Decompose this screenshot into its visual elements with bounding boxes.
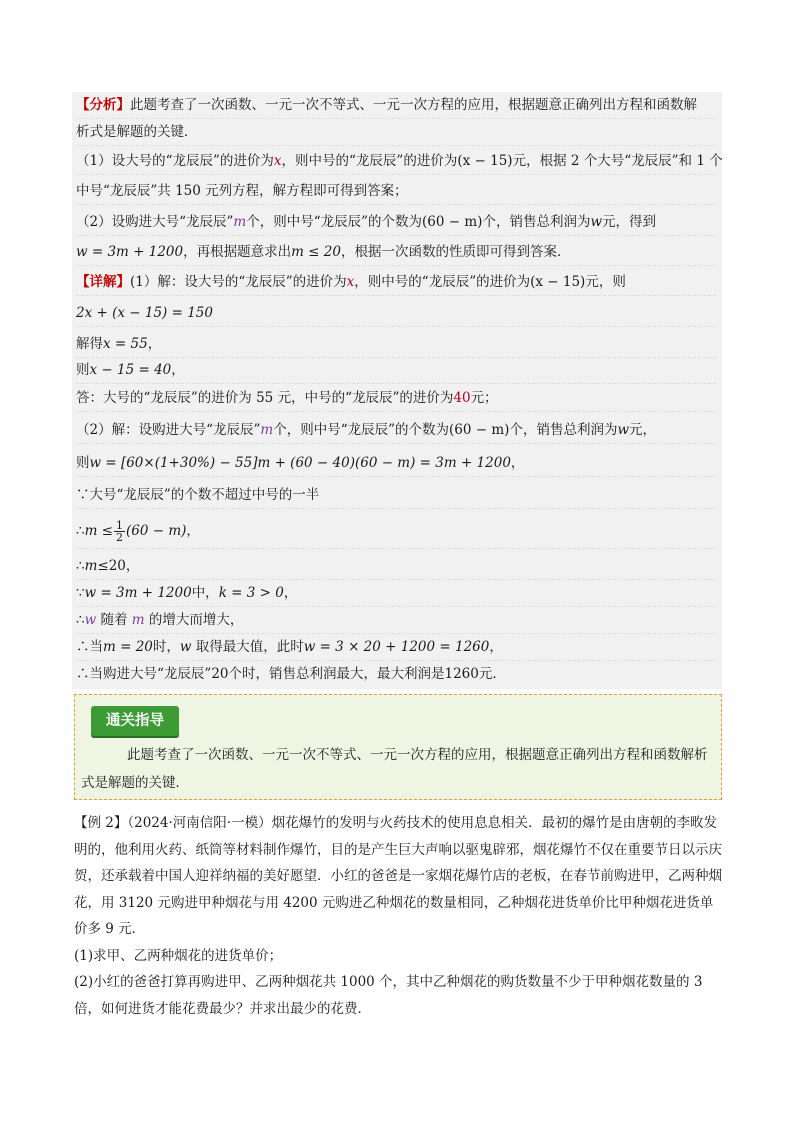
detail-line-8: ∵大号“龙辰辰”的个数不超过中号的一半 (76, 482, 716, 509)
detail-line-2: 2x + (x − 15) = 150 (76, 300, 716, 327)
detail-line-9: ∴m ≤ $\frac{1}{2}$ (60 − m)， (76, 514, 716, 549)
analysis-line-4: 中号“龙辰辰”共 150 元列方程，解方程即可得到答案； (76, 178, 716, 205)
question-1: (1)求甲、乙两种烟花的进货单价； (74, 947, 283, 964)
analysis-line-2: 析式是解题的关键． (76, 119, 716, 146)
guide-box (74, 694, 722, 800)
detail-line-14: ∴当购进大号“龙辰辰”20个时，销售总利润最大，最大利润是1260元． (76, 666, 506, 682)
fraction-half: $\frac{1}{2}$ (116, 519, 123, 544)
analysis-line-1: 【分析】此题考查了一次函数、一元一次不等式、一元一次方程的应用，根据题意正确列出方程和函数解 (76, 92, 716, 119)
detail-line-4: 则x − 15 = 40， (76, 357, 716, 384)
detail-line-3: 解得x = 55， (76, 331, 716, 358)
detail-line-7: 则w = [60×(1+30%) − 55]m + (60 − 40)(60 − m) = 3m + 1200， (76, 450, 716, 477)
guide-badge: 通关指导 (91, 706, 179, 736)
detail-tag: 【详解】 (76, 274, 130, 290)
example-statement: 【例 2】（2024·河南信阳·一模）烟花爆竹的发明与火药技术的使用息息相关．最初的爆竹是由唐朝的李畋发明的，他利用火药、纸筒等材料制作爆竹，目的是产生巨大声响以驱鬼辟邪，烟花爆竹不仅在重要节日以示庆贺，还承载着中国人迎祥纳福的美好愿望．小红的爸爸是一家烟花爆竹店的老板，在春节前购进甲，乙两种烟花，用 3120 元购进甲种烟花与用 4200 元购进乙种烟花的数量相同，乙种烟花进货单价比甲种烟花进货单价多 9 元． (74, 815, 722, 937)
detail-line-1: 【详解】(1）解：设大号的“龙辰辰”的进价为x，则中号的“龙辰辰”的进价为(x − 15)元，则 (76, 269, 716, 296)
analysis-line-6: w = 3m + 1200，再根据题意求出m ≤ 20，根据一次函数的性质即可得到答案． (76, 239, 716, 266)
example-2 (74, 810, 726, 1022)
detail-line-11: ∵w = 3m + 1200中，k = 3 > 0， (76, 580, 716, 607)
detail-line-6: （2）解：设购进大号“龙辰辰”m个，则中号“龙辰辰”的个数为(60 − m)个，销售总利润为w元， (76, 417, 716, 444)
detail-line-5: 答：大号的“龙辰辰”的进价为 55 元，中号的“龙辰辰”的进价为40元； (76, 385, 716, 412)
detail-line-13: ∴当m = 20时，w 取得最大值，此时w = 3 × 20 + 1200 = 1260， (76, 634, 716, 661)
analysis-tag: 【分析】 (76, 97, 130, 113)
detail-line-12: ∴w 随着 m 的增大而增大， (76, 607, 716, 634)
question-2: (2)小红的爸爸打算再购进甲、乙两种烟花共 1000 个，其中乙种烟花的购货数量不少于甲种烟花数量的 3 倍，如何进货才能花费最少？并求出最少的花费． (74, 974, 703, 1017)
detail-line-10: ∴m≤20， (76, 553, 716, 580)
guide-text: 此题考查了一次函数、一元一次不等式、一元一次方程的应用，根据题意正确列出方程和函数解析式是解题的关键． (81, 747, 708, 791)
analysis-line-3: （1）设大号的“龙辰辰”的进价为x，则中号的“龙辰辰”的进价为(x − 15)元，根据 2 个大号“龙辰辰”和 1 个 (76, 148, 716, 175)
analysis-line-5: （2）设购进大号“龙辰辰”m个，则中号“龙辰辰”的个数为(60 − m)个，销售总利润为w元，得到 (76, 209, 716, 236)
